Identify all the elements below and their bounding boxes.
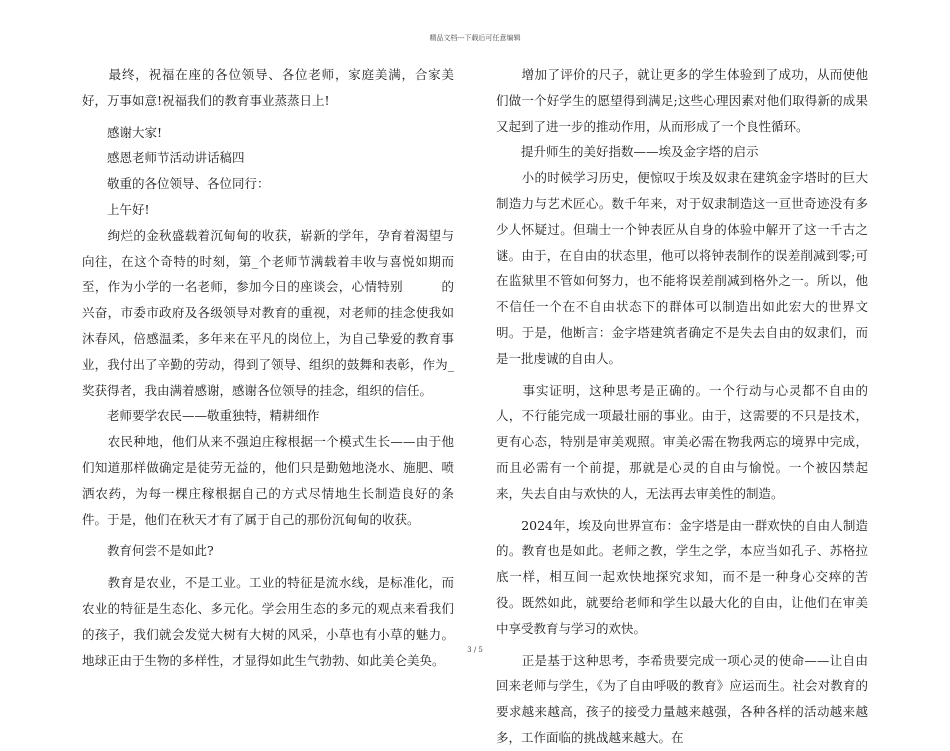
paragraph: 事实证明，这种思考是正确的。一个行动与心灵都不自由的人，不行能完成一项最壮丽的事业。由于，这需要的不只是技术，更有心态，特别是审美观照。审美必需在物我两忘的境界中完成，而且必需有一个前提，那就是心灵的自由与愉悦。一个被囚禁起来，失去自由与欢快的人，无法再去审美性的制造。 [496, 382, 868, 501]
left-column [82, 62, 454, 673]
paragraph: 上午好! [82, 201, 150, 217]
paragraph: 绚烂的金秋盛载着沉甸甸的收获，崭新的学年，孕育着渴望与向往，在这个奇特的时刻，第_个老师节满载着丰收与喜悦如期而至，作为小学的一名老师，参加今日的座谈会，心情特别 的兴奋，市委市政府及各级领导对教育的重视，对老师的挂念使我如沐春风，倍感温柔，多年来在平凡的岗位上，为自己挚爱的教育事业，我付出了辛勤的劳动，得到了领导、组织的鼓舞和表彰，作为_奖获得者，我由满着感谢，感谢各位领导的挂念，组织的信任。 [82, 227, 454, 398]
page-number: 3 / 5 [467, 646, 483, 654]
paragraph: 小的时候学习历史，便惊叹于埃及奴隶在建筑金字塔时的巨大制造力与艺术匠心。数千年来，对于奴隶制造这一亘世奇迹没有多少人怀疑过。但瑞士一个钟表匠从自身的体验中解开了这一千古之谜。由于，在自由的状态里，他可以将钟表制作的误差削减到零;可在监狱里不管如何努力，也不能将误差削减到格外之一。所以，他不信任一个在不自由状态下的群体可以制造出如此宏大的世界文明。于是，他断言：金字塔建筑者确定不是失去自由的奴隶们，而是一批虔诚的自由人。 [496, 170, 868, 366]
paragraph: 感谢大家! [82, 124, 163, 140]
paragraph: 正是基于这种思考，李希贵要完成一项心灵的使命——让自由回来老师与学生，《为了自由呼吸的教育》应运而生。社会对教育的要求越来越高，孩子的接受力量越来越强，各种各样的活动越来越多，工作面临的挑战越来越大。在 [496, 652, 868, 745]
paragraph: 敬重的各位领导、各位同行： [82, 176, 270, 192]
paragraph: 提升师生的美好指数——埃及金字塔的启示 [496, 144, 759, 160]
paragraph: 增加了评价的尺子，就让更多的学生体验到了成功，从而使他们做一个好学生的愿望得到满足;这些心理因素对他们取得新的成果又起到了进一步的推动作用，从而形成了一个良性循环。 [496, 67, 868, 134]
paragraph: 教育何尝不是如此? [82, 543, 214, 559]
page-header: 精品文档---下载后可任意编辑 [429, 34, 521, 42]
paragraph: 最终，祝福在座的各位领导、各位老师，家庭美满，合家美好，万事如意!祝福我们的教育事业蒸蒸日上! [82, 67, 454, 108]
paragraph: 农民种地，他们从来不强迫庄稼根据一个模式生长——由于他们知道那样做确定是徒劳无益的，他们只是勤勉地浇水、施肥、喷洒农药，为每一棵庄稼根据自己的方式尽情地生长制造良好的条件。于是，他们在秋天才有了属于自己的那份沉甸甸的收获。 [82, 434, 454, 527]
paragraph: 感恩老师节活动讲话稿四 [82, 150, 245, 166]
paragraph: 教育是农业，不是工业。工业的特征是流水线，是标准化，而农业的特征是生态化、多元化。学会用生态的多元的观点来看我们的孩子，我们就会发觉大树有大树的风采，小草也有小草的魅力。地球正由于生物的多样性，才显得如此生气勃勃、如此美仑美奂。 [82, 575, 454, 668]
paragraph: 2024年，埃及向世界宣布：金字塔是由一群欢快的自由人制造的。教育也是如此。老师之教，学生之学，本应当如孔子、苏格拉底一样，相互间一起欢快地探究求知，而不是一种身心交瘁的苦役。既然如此，就要给老师和学生以最大化的自由，让他们在审美中享受教育与学习的欢快。 [496, 517, 868, 636]
paragraph: 老师要学农民——敬重独特，精耕细作 [82, 408, 320, 424]
